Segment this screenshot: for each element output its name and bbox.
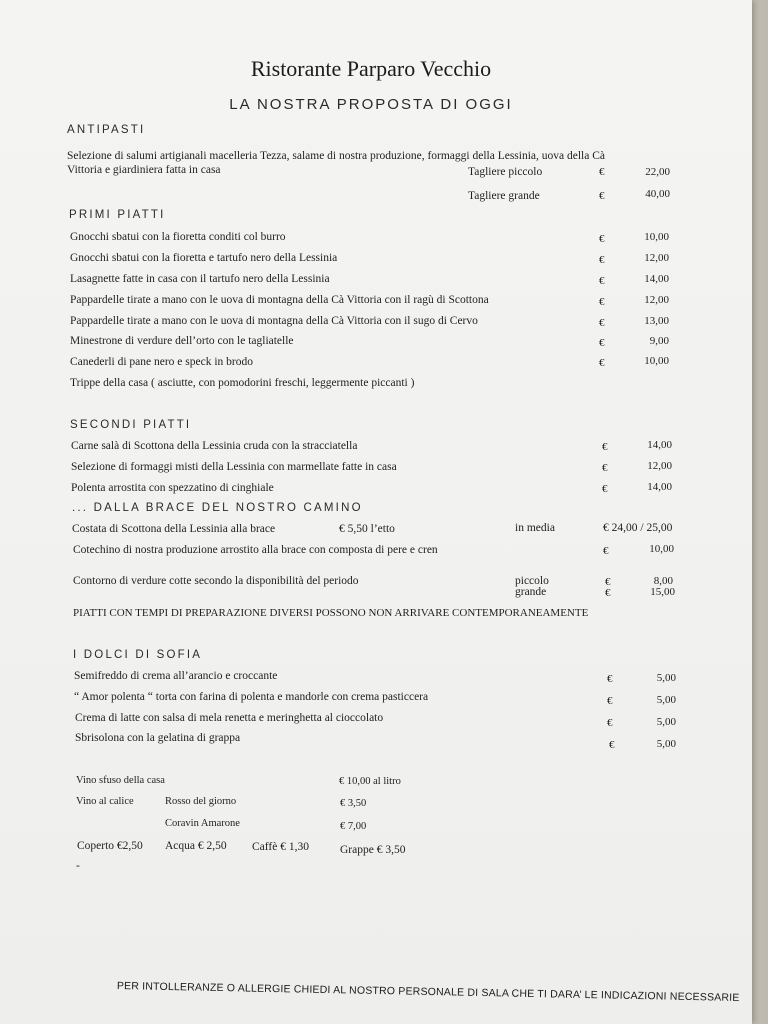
menu-item-currency: € [599,233,605,245]
menu-item-currency: € [607,717,613,729]
menu-item-currency: € [609,739,615,751]
antipasti-option-label: Tagliere grande [468,190,540,202]
menu-item-price: 14,00 [647,439,672,451]
menu-item-price: 9,00 [649,335,669,347]
contorno-small-label: piccolo [515,575,549,587]
antipasti-description-line1: Selezione di salumi artigianali macelleria Tezza, salame di nostra produzione, formaggi della Lessinia, uova della Cà [67,150,606,162]
menu-item-currency: € [605,576,611,588]
menu-item-name: Cotechino di nostra produzione arrostito alla brace con composta di pere e cren [73,544,438,556]
preparation-notice: PIATTI CON TEMPI DI PREPARAZIONE DIVERSI POSSONO NON ARRIVARE CONTEMPORANEAMENTE [73,607,589,619]
menu-item-name: Carne salà di Scottona della Lessinia cruda con la stracciatella [71,440,358,452]
section-primi-heading: PRIMI PIATTI [69,209,166,221]
menu-item-name: Pappardelle tirate a mano con le uova di montagna della Cà Vittoria con il sugo di Cervo [70,315,478,327]
menu-subtitle: LA NOSTRA PROPOSTA DI OGGI [229,96,513,113]
menu-item-name: Gnocchi sbatui con la fioretta conditi col burro [70,231,286,243]
calice-item-price: € 7,00 [340,821,367,832]
allergy-notice: PER INTOLLERANZE O ALLERGIE CHIEDI AL NOSTRO PERSONALE DI SALA CHE TI DARA’ LE INDICAZIONI NECESSARIE [116,980,740,1004]
menu-item-name: Polenta arrostita con spezzatino di cinghiale [71,482,274,494]
menu-item-price: 12,00 [647,460,672,472]
antipasti-option-price: 22,00 [645,166,670,178]
menu-item-price: 10,00 [644,231,669,243]
costata-media-price: € 24,00 / 25,00 [603,522,673,534]
menu-item-name: Canederli di pane nero e speck in brodo [70,356,253,368]
section-brace-heading: ... DALLA BRACE DEL NOSTRO CAMINO [72,502,363,514]
antipasti-option-currency: € [599,166,605,178]
menu-item-currency: € [602,462,608,474]
menu-item-currency: € [607,673,613,685]
menu-item-price: 12,00 [644,294,669,306]
menu-item-currency: € [599,357,605,369]
menu-item-price: 5,00 [656,694,676,706]
calice-item-name: Coravin Amarone [165,818,240,829]
coperto-price: Coperto €2,50 [77,840,143,852]
menu-item-name: Lasagnette fatte in casa con il tartufo nero della Lessinia [70,273,330,285]
vino-sfuso-price: € 10,00 al litro [339,776,401,787]
menu-item-currency: € [599,254,605,266]
menu-item-currency: € [605,587,611,599]
menu-item-name: Pappardelle tirate a mano con le uova di montagna della Cà Vittoria con il ragù di Scottona [70,294,489,306]
contorno-large-price: 15,00 [650,586,675,598]
menu-item-name: Crema di latte con salsa di mela renetta e meringhetta al cioccolato [75,712,384,724]
contorno-small-price: 8,00 [653,575,673,587]
antipasti-option-label: Tagliere piccolo [468,166,543,178]
acqua-price: Acqua € 2,50 [165,840,227,852]
restaurant-name: Ristorante Parparo Vecchio [250,56,492,81]
calice-item-name: Rosso del giorno [165,796,237,807]
menu-item-currency: € [599,296,605,308]
menu-item-price: 12,00 [644,252,669,264]
menu-item-name: Minestrone di verdure dell’orto con le tagliatelle [70,335,294,347]
section-antipasti-heading: ANTIPASTI [67,124,146,136]
antipasti-option-currency: € [599,190,605,202]
vino-calice-label: Vino al calice [76,796,134,807]
menu-item-name: Selezione di formaggi misti della Lessinia con marmellate fatte in casa [71,461,397,473]
antipasti-option-price: 40,00 [645,188,670,200]
menu-item-name: Costata di Scottona della Lessinia alla brace [72,523,276,535]
calice-item-price: € 3,50 [340,798,367,809]
menu-item-name: “ Amor polenta “ torta con farina di polenta e mandorle con crema pasticcera [74,691,429,703]
menu-item-name: Sbrisolona con la gelatina di grappa [75,732,241,744]
grappe-price: Grappe € 3,50 [340,844,406,856]
menu-item-price: 10,00 [649,543,674,555]
menu-item-currency: € [603,545,609,557]
dash-mark: - [76,860,80,872]
menu-item-currency: € [607,695,613,707]
costata-media-label: in media [515,522,555,534]
menu-item-currency: € [602,483,608,495]
menu-item-price: 5,00 [656,716,676,728]
costata-price-per-etto: € 5,50 l’etto [339,523,395,535]
antipasti-description-line2: Vittoria e giardiniera fatta in casa [67,164,221,176]
menu-item-price: 14,00 [647,481,672,493]
menu-item-currency: € [599,337,605,349]
caffe-price: Caffè € 1,30 [252,841,309,853]
menu-item-name: Trippe della casa ( asciutte, con pomodorini freschi, leggermente piccanti ) [70,377,415,389]
contorno-large-label: grande [515,586,547,598]
menu-item-price: 13,00 [644,315,669,327]
menu-item-price: 5,00 [656,738,676,750]
vino-sfuso-label: Vino sfuso della casa [76,775,165,786]
menu-item-name: Semifreddo di crema all’arancio e croccante [74,670,278,682]
section-secondi-heading: SECONDI PIATTI [70,419,192,431]
menu-item-currency: € [599,275,605,287]
menu-item-name: Gnocchi sbatui con la fioretta e tartufo nero della Lessinia [70,252,338,264]
menu-item-price: 5,00 [656,672,676,684]
section-dolci-heading: I DOLCI DI SOFIA [73,649,203,661]
menu-item-currency: € [599,317,605,329]
menu-item-price: 10,00 [644,355,669,367]
menu-item-currency: € [602,441,608,453]
menu-item-name: Contorno di verdure cotte secondo la disponibilità del periodo [73,575,359,587]
menu-item-price: 14,00 [644,273,669,285]
